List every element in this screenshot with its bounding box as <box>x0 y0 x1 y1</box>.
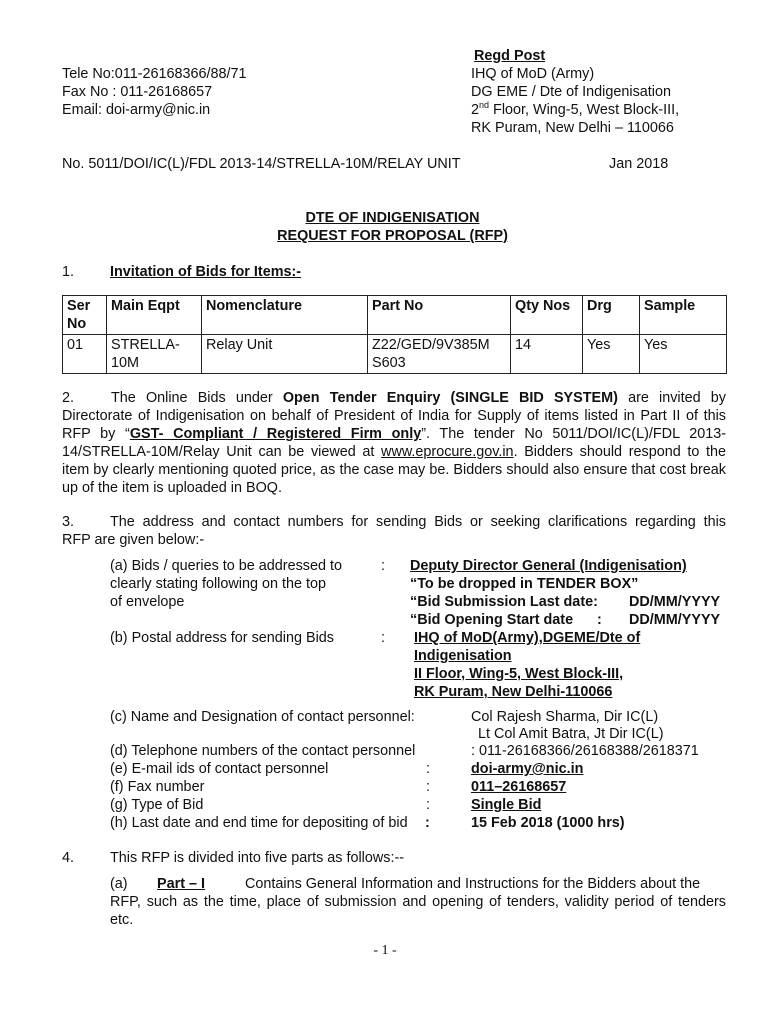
col-header-drg: Drg <box>583 296 640 335</box>
paragraph-2-number: 2. <box>62 390 75 406</box>
deadline-label: (h) Last date and end time for depositing of bid <box>110 815 408 831</box>
reference-number: No. 5011/DOI/IC(L)/FDL 2013-14/STRELLA-10M/RELAY UNIT <box>62 156 461 172</box>
postal-address-line-2: Indigenisation <box>414 648 512 664</box>
tender-box-note: “To be dropped in TENDER BOX” <box>410 576 639 592</box>
eprocure-link[interactable]: www.eprocure.gov.in <box>381 444 514 460</box>
contact-fax: 011–26168657 <box>471 779 567 795</box>
deadline-value: 15 Feb 2018 (1000 hrs) <box>471 815 625 831</box>
gst-compliant-note: GST- Compliant / Registered Firm only <box>129 426 422 442</box>
fax-number: Fax No : 011-26168657 <box>62 84 213 100</box>
bid-opening-date: DD/MM/YYYY <box>629 612 721 628</box>
page-number: - 1 - <box>373 943 397 958</box>
section-1-number: 1. <box>62 264 75 280</box>
postal-address-line-3: II Floor, Wing-5, West Block-III, <box>414 666 624 682</box>
cell-nomenclature: Relay Unit <box>202 335 368 374</box>
cell-drg: Yes <box>583 335 640 374</box>
col-header-ser: Ser No <box>63 296 107 335</box>
cell-ser: 01 <box>63 335 107 374</box>
colon: : <box>381 558 385 574</box>
section-1-heading: Invitation of Bids for Items:- <box>110 264 302 280</box>
address-line-2: DG EME / Dte of Indigenisation <box>471 84 671 100</box>
postal-address-label: (b) Postal address for sending Bids <box>110 630 334 646</box>
document-date: Jan 2018 <box>609 156 669 172</box>
colon: : <box>381 630 385 646</box>
col-header-qty: Qty Nos <box>511 296 583 335</box>
bid-type: Single Bid <box>471 797 542 813</box>
part-1-description: Contains General Information and Instructions for the Bidders about the <box>245 876 701 892</box>
colon: : <box>426 761 430 777</box>
colon: : <box>425 815 430 831</box>
cell-part-no: Z22/GED/9V385M S603 <box>368 335 511 374</box>
paragraph-3-number: 3. <box>62 514 75 530</box>
paragraph-4-number: 4. <box>62 850 75 866</box>
bid-opening-label: “Bid Opening Start date <box>410 612 574 628</box>
cell-qty: 14 <box>511 335 583 374</box>
colon: : <box>597 612 602 628</box>
email-address: Email: doi-army@nic.in <box>62 102 211 118</box>
email-label: (e) E-mail ids of contact personnel <box>110 761 329 777</box>
contact-personnel-label: (c) Name and Designation of contact personnel: <box>110 709 415 725</box>
table-header-row <box>63 296 727 335</box>
part-1-description-cont: RFP, such as the time, place of submission and opening of tenders, validity period of tenders etc. <box>110 894 726 928</box>
regd-post-label: Regd Post <box>474 48 546 64</box>
col-header-part-no: Part No <box>368 296 511 335</box>
paragraph-2: 2. The Online Bids under Open Tender Enquiry (SINGLE BID SYSTEM) are invited by Directorate of Indigenisation on behalf of President of India for Supply of items listed in Part II of this RFP by “GST- Compliant / Registered Firm only”. The tender No 5011/DOI/IC(L)/FDL 2013-14/STRELLA-10M/Relay Unit can be viewed at www.eprocure.gov.in. Bidders should respond to the item by clearly mentioning quoted price, as the case may be. Bidders should also ensure that cost break up of the item is uploaded in BOQ. <box>62 390 727 496</box>
address-line-1: IHQ of MoD (Army) <box>471 66 595 82</box>
colon: : <box>426 779 430 795</box>
cell-main-eqpt: STRELLA-10M <box>107 335 202 374</box>
col-header-main-eqpt: Main Eqpt <box>107 296 202 335</box>
paragraph-3-intro-cont: RFP are given below:- <box>62 532 205 548</box>
cell-sample: Yes <box>640 335 727 374</box>
col-header-sample: Sample <box>640 296 727 335</box>
tele-number: Tele No:011-26168366/88/71 <box>62 66 247 82</box>
bids-address-label-2: clearly stating following on the top <box>110 576 326 592</box>
title-line-1: DTE OF INDIGENISATION <box>305 210 480 226</box>
addressee: Deputy Director General (Indigenisation) <box>410 558 687 574</box>
postal-address-line-4: RK Puram, New Delhi-110066 <box>414 684 613 700</box>
address-line-4: RK Puram, New Delhi – 110066 <box>471 120 674 136</box>
bid-type-label: (g) Type of Bid <box>110 797 204 813</box>
telephone-label: (d) Telephone numbers of the contact personnel <box>110 743 416 759</box>
colon: : <box>426 797 430 813</box>
bid-submission-label: “Bid Submission Last date: <box>410 594 598 610</box>
paragraph-3-intro: The address and contact numbers for sending Bids or seeking clarifications regarding this <box>110 514 726 530</box>
contact-person-1: Col Rajesh Sharma, Dir IC(L) <box>471 709 659 725</box>
bids-address-label-1: (a) Bids / queries to be addressed to <box>110 558 342 574</box>
contact-person-2: Lt Col Amit Batra, Jt Dir IC(L) <box>478 726 664 742</box>
contact-email[interactable]: doi-army@nic.in <box>471 761 584 777</box>
title-line-2: REQUEST FOR PROPOSAL (RFP) <box>277 228 508 244</box>
items-table <box>62 295 727 374</box>
bid-submission-date: DD/MM/YYYY <box>629 594 721 610</box>
bids-address-label-3: of envelope <box>110 594 185 610</box>
telephone-numbers: : 011-26168366/26168388/2618371 <box>471 743 699 759</box>
address-line-3: 2nd Floor, Wing-5, West Block-III, <box>471 100 680 118</box>
table-row <box>63 335 727 374</box>
part-1-label: (a) <box>110 876 128 892</box>
postal-address-line-1: IHQ of MoD(Army),DGEME/Dte of <box>414 630 641 646</box>
part-1-title: Part – I <box>157 876 205 892</box>
fax-label: (f) Fax number <box>110 779 205 795</box>
paragraph-4-intro: This RFP is divided into five parts as follows:-- <box>110 850 405 866</box>
col-header-nomenclature: Nomenclature <box>202 296 368 335</box>
